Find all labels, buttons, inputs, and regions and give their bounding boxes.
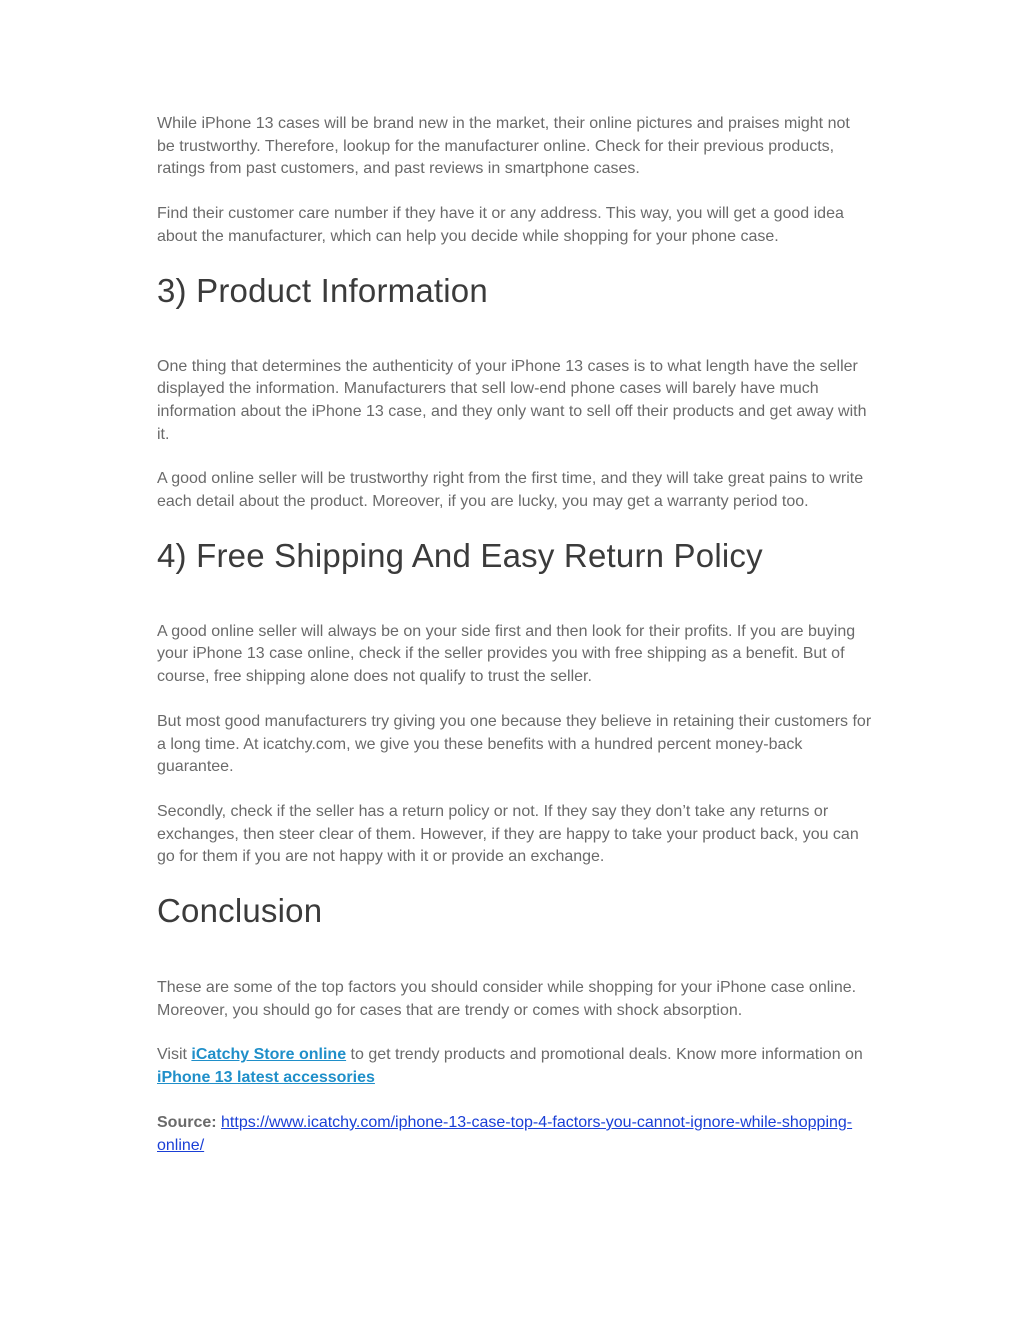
heading-product-information: 3) Product Information — [157, 271, 488, 309]
heading-conclusion: Conclusion — [157, 892, 323, 930]
source-label: Source: — [157, 1113, 217, 1131]
visit-middle-text: to get trendy products and promotional deals. Know more information on — [346, 1046, 863, 1064]
visit-prefix-text: Visit — [157, 1046, 192, 1064]
shipping-paragraph-2: But most good manufacturers try giving you one because they believe in retaining their customers for a long time. At icatchy.com, we give you these benefits with a hundred percent money-back guarantee. — [157, 712, 872, 776]
product-info-paragraph-1: One thing that determines the authenticity of your iPhone 13 cases is to what length have the seller displayed the information. Manufacturers that sell low-end phone cases will barely have much information about the iPhone 13 case, and they only want to sell off their products and get away with it. — [157, 357, 867, 443]
shipping-paragraph-1: A good online seller will always be on your side first and then look for their profits. If you are buying your iPhone 13 case online, check if the seller provides you with free shipping as a benefit. But of course, free shipping alone does not qualify to trust the seller. — [157, 622, 856, 686]
intro-paragraph-1: While iPhone 13 cases will be brand new in the market, their online pictures and praises might not be trustworthy. Therefore, lookup for the manufacturer online. Check for their previous products, ratings from past customers, and past reviews in smartphone cases. — [157, 115, 850, 178]
product-info-paragraph-2: A good online seller will be trustworthy right from the first time, and they will take great pains to write each detail about the product. Moreover, if you are lucky, you may get a warranty period too. — [157, 470, 864, 511]
source-url-link[interactable]: https://www.icatchy.com/iphone-13-case-top-4-factors-you-cannot-ignore-while-shopping-online/ — [157, 1113, 853, 1154]
conclusion-paragraph: These are some of the top factors you should consider while shopping for your iPhone case online. Moreover, you should go for cases that are trendy or comes with shock absorption. — [157, 979, 857, 1019]
shipping-paragraph-3: Secondly, check if the seller has a return policy or not. If they say they don’t take any returns or exchanges, then steer clear of them. However, if they are happy to take your product back, you can go for them if you are not happy with it or provide an exchange. — [157, 802, 859, 866]
iphone-accessories-link[interactable]: iPhone 13 latest accessories — [157, 1069, 375, 1087]
source-paragraph — [157, 1112, 872, 1157]
document-page — [157, 113, 872, 1179]
intro-paragraph-2: Find their customer care number if they have it or any address. This way, you will get a good idea about the manufacturer, which can help you decide while shopping for your phone case. — [157, 205, 844, 245]
visit-paragraph — [157, 1044, 872, 1089]
heading-free-shipping: 4) Free Shipping And Easy Return Policy — [157, 536, 763, 574]
icatchy-store-link[interactable]: iCatchy Store online — [191, 1046, 347, 1064]
